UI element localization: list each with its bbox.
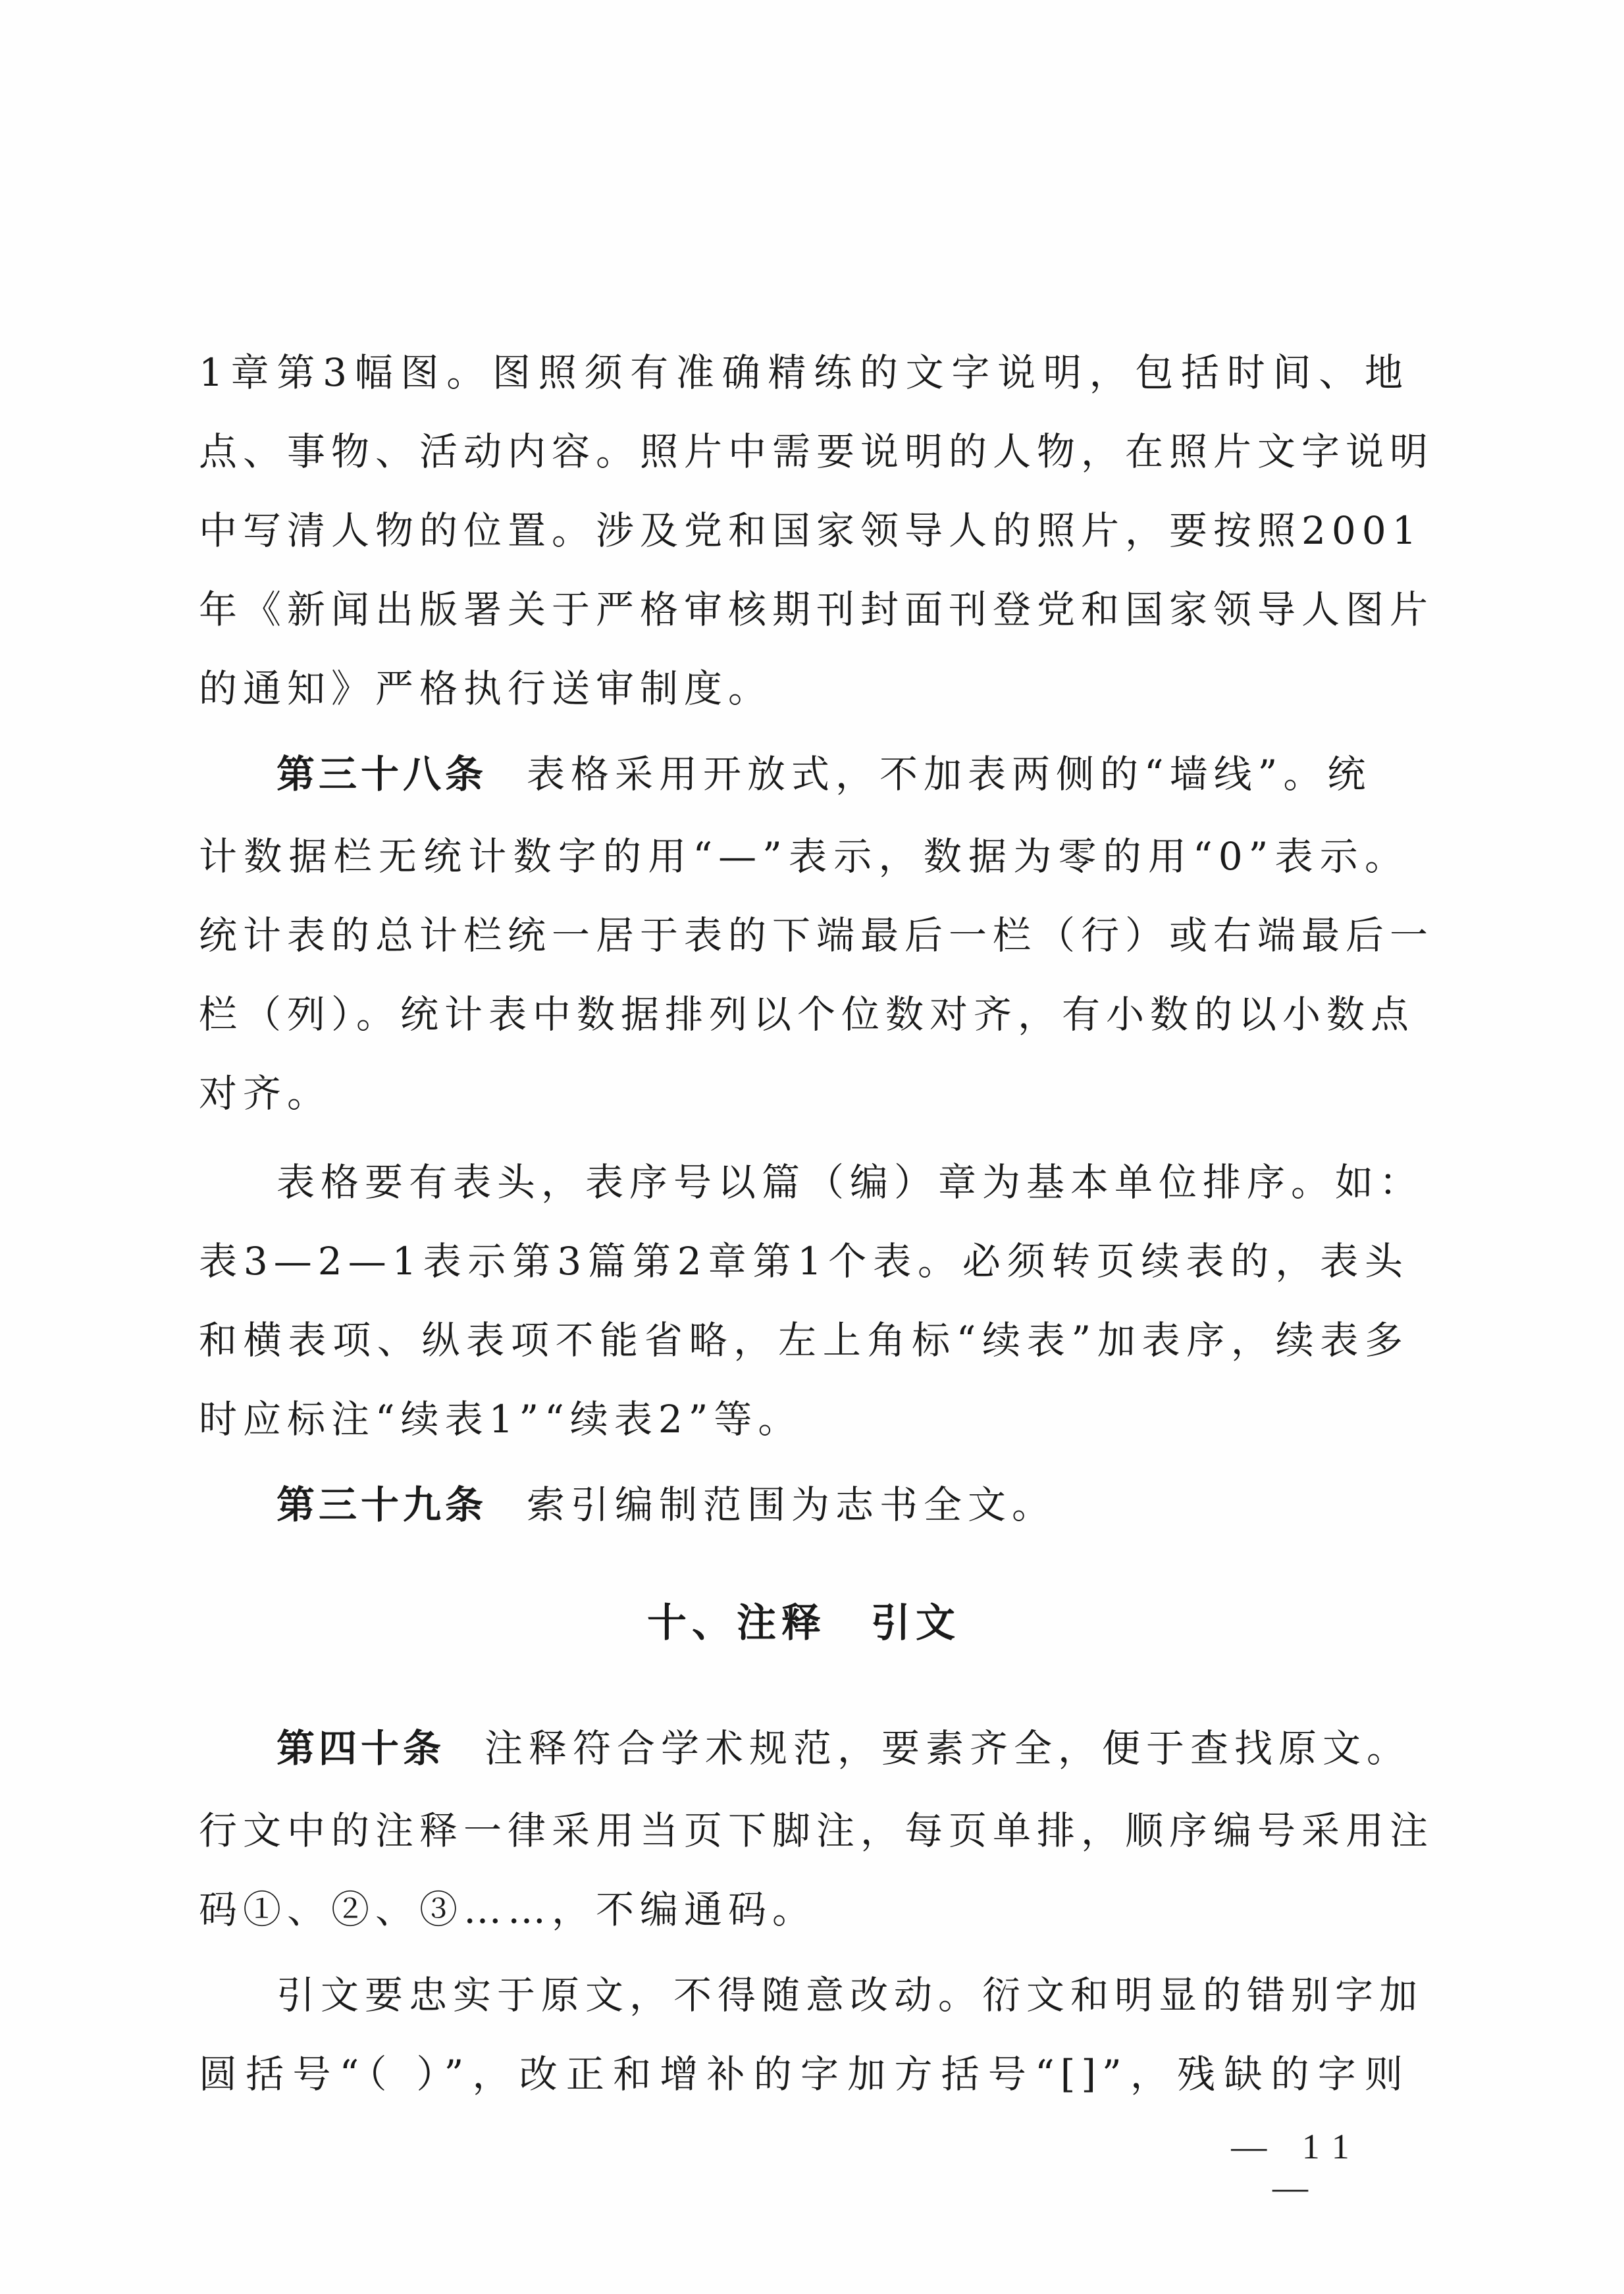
article-39-line [276, 1474, 1409, 1535]
text-line: 行文中的注释一律采用当页下脚注，每页单排，顺序编号采用注 [199, 1808, 1434, 1853]
article-39-label: 第三十九条 [276, 1482, 488, 1527]
text-line: 计数据栏无统计数字的用“—”表示，数据为零的用“0”表示。 [199, 834, 1409, 879]
article-38-label: 第三十八条 [276, 752, 488, 796]
article-40-label: 第四十条 [276, 1726, 446, 1771]
section-heading: 十、注释 引文 [647, 1600, 960, 1646]
text-line: 码①、②、③……，不编通码。 [199, 1887, 817, 1932]
text-line: 1章第3幅图。图照须有准确精练的文字说明，包括时间、地 [199, 350, 1409, 395]
text-line: 对齐。 [199, 1071, 332, 1116]
article-40-first-line [276, 1718, 1409, 1779]
text-line: 表3—2—1表示第3篇第2章第1个表。必须转页续表的，表头 [199, 1239, 1409, 1284]
text-line: 年《新闻出版署关于严格审核期刊封面刊登党和国家领导人图片 [199, 587, 1434, 632]
text-line: 和横表项、纵表项不能省略，左上角标“续表”加表序，续表多 [199, 1318, 1409, 1363]
text-line: 表格要有表头，表序号以篇（编）章为基本单位排序。如： [276, 1160, 1424, 1205]
article-38-first-line [276, 744, 1409, 804]
text-line: 的通知》严格执行送审制度。 [199, 666, 773, 711]
text-line: 栏（列）。统计表中数据排列以个位数对齐，有小数的以小数点 [199, 992, 1415, 1037]
text-line: 点、事物、活动内容。照片中需要说明的人物，在照片文字说明 [199, 429, 1434, 474]
text-line: 引文要忠实于原文，不得随意改动。衍文和明显的错别字加 [276, 1973, 1424, 2018]
article-39-text: 索引编制范围为志书全文。 [527, 1482, 1057, 1527]
text-line: 时应标注“续表1”“续表2”等。 [199, 1397, 802, 1442]
text-line: 圆括号“（ ）”，改正和增补的字加方括号“[]”，残缺的字则 [199, 2052, 1409, 2097]
article-38-text: 表格采用开放式，不加表两侧的“墙线”。统 [527, 752, 1372, 796]
text-line: 中写清人物的位置。涉及党和国家领导人的照片，要按照2001 [199, 508, 1423, 553]
text-line: 统计表的总计栏统一居于表的下端最后一栏（行）或右端最后一 [199, 913, 1434, 958]
page-number: — 11 — [1231, 2127, 1363, 2207]
article-40-text: 注释符合学术规范，要素齐全，便于查找原文。 [485, 1726, 1411, 1771]
